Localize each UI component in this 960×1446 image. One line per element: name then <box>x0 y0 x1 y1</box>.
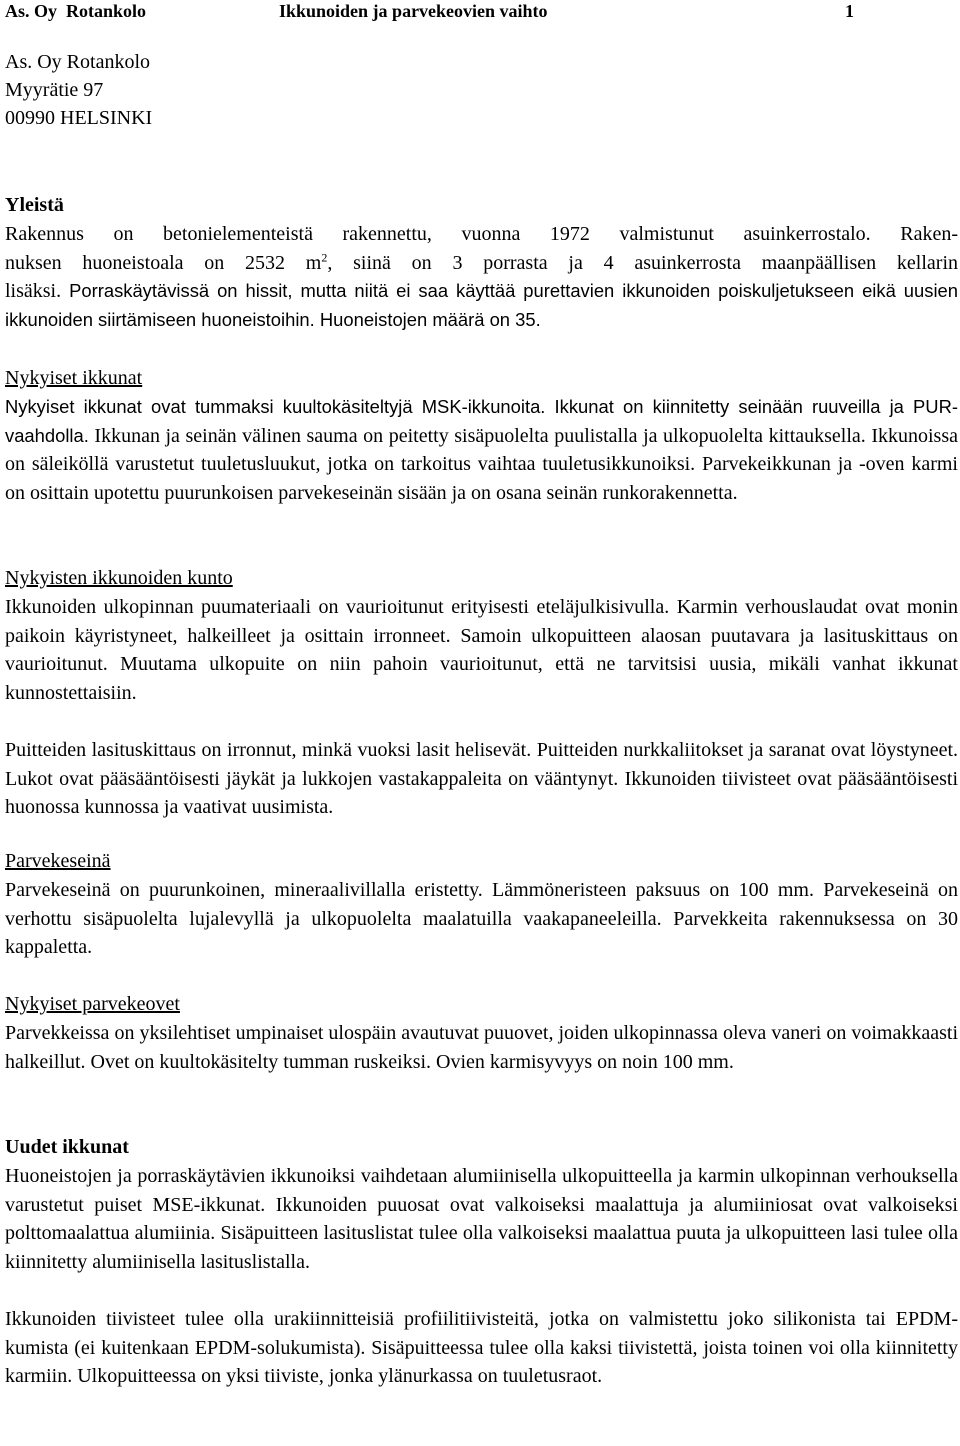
section-new-windows <box>5 1133 958 1391</box>
header-page-number: 1 <box>845 1 854 21</box>
text-span: nuksen huoneistoala on 2532 m <box>5 251 322 274</box>
address-line: As. Oy Rotankolo <box>5 51 150 73</box>
page-header <box>5 0 958 24</box>
text-span: Nykyiset ikkunat ovat tummaksi kuultokäsiteltyjä MSK-ikkunoita. Ikkunat on kiinnitetty seinään ruuveilla ja PUR-vaahdolla. <box>5 396 958 446</box>
paragraph: Ikkunoiden tiivisteet tulee olla urakiinnitteisiä profiilitiivisteitä, jotka on valmistettu joko silikonista tai EPDM-kumista (ei kuitenkaan EPDM-solukumista). Sisäpuitteessa tulee olla kaksi tiivistettä, joista toinen voi olla kiinnitetty karmiin. Ulkopuitteessa on yksi tiiviste, jonka ylänurkassa on tuuletusraot. <box>5 1307 958 1388</box>
paragraph: Puitteiden lasituskittaus on irronnut, minkä vuoksi lasit helisevät. Puitteiden nurkkaliitokset ja saranat ovat löystyneet. Lukot ovat pääsääntöisesti jäykät ja lukkojen vastakappaleita on vääntynyt. Ikkunoiden tiivisteet ovat pääsääntöisesti huonossa kunnossa ja vaativat uusimista. <box>5 738 958 819</box>
paragraph <box>5 393 958 508</box>
paragraph: Huoneistojen ja porraskäytävien ikkunoiksi vaihdetaan alumiinisella ulkopuitteella ja karmin ulkopinnan verhouksella varustetut puiset MSE-ikkunat. Ikkunoiden puuosat ovat valkoiseksi maalattuja ja alumiiniosat ovat valkoiseksi polttomaalattua alumiinia. Sisäpuitteen lasituslistat tulee olla valkoiseksi maalattua puuta ja ulkopuitteen lasi tulee olla kiinnitetty alumiinisella lasituslistalla. <box>5 1165 958 1274</box>
section-heading: Nykyiset parvekeovet <box>5 993 180 1015</box>
paragraph: Parvekkeissa on yksilehtiset umpinaiset ulospäin avautuvat puuovet, joiden ulkopinnassa oleva vaneri on voimakkaasti halkeillut. Ovet on kuultokäsitelty tumman ruskeiksi. Ovien karmisyvyys on noin 100 mm. <box>5 1022 958 1073</box>
header-company: As. Oy Rotankolo <box>5 1 147 21</box>
paragraph-line: Rakennus on betonielementeistä rakennettu, vuonna 1972 valmistunut asuinkerrostalo. Raken- <box>5 223 958 245</box>
text-span: Porraskäytävissä on hissit, mutta niitä ei saa käyttää purettavien ikkunoiden poiskuljetukseen eikä uusien ikkunoiden siirtämiseen huoneistoihin. Huoneistojen määrä on 35. <box>5 280 958 331</box>
address-line: 00990 HELSINKI <box>5 107 153 129</box>
paragraph: Ikkunoiden ulkopinnan puumateriaali on vaurioitunut erityisesti eteläjulkisivulla. Karmin verhouslaudat ovat monin paikoin käyristyneet, halkeilleet ja osittain irronneet. Samoin ulkopuitteen alaosan puutavara ja lasituskittaus on vaurioitunut. Muutama ulkopuite on niin pahoin vaurioitunut, että ne tarvitsisi uusia, mikäli vanhat ikkunat kunnostettaisiin. <box>5 596 958 705</box>
superscript: 2 <box>321 250 328 265</box>
section-heading: Nykyisten ikkunoiden kunto <box>5 567 233 589</box>
section-balcony-wall <box>5 847 958 962</box>
section-general <box>5 191 958 335</box>
text-span: , siinä on 3 porrasta ja 4 asuinkerrosta maanpäällisen kellarin <box>327 251 958 274</box>
section-heading: Uudet ikkunat <box>5 1136 129 1158</box>
section-heading: Parvekeseinä <box>5 850 111 872</box>
header-title: Ikkunoiden ja parvekeovien vaihto <box>279 1 548 21</box>
address-line: Myyrätie 97 <box>5 79 104 101</box>
section-heading: Yleistä <box>5 194 64 216</box>
section-condition <box>5 564 958 822</box>
text-span: lisäksi. <box>5 280 62 303</box>
paragraph-line <box>5 249 958 278</box>
section-heading: Nykyiset ikkunat <box>5 367 143 389</box>
paragraph <box>5 277 958 334</box>
paragraph: Parvekeseinä on puurunkoinen, mineraalivillalla eristetty. Lämmöneristeen paksuus on 100 mm. Parvekeseinä on verhottu sisäpuolelta lujalevyllä ja ulkopuolelta maalatuilla vaakapaneeleilla. Parvekkeita rakennuksessa on 30 kappaletta. <box>5 879 958 959</box>
address-block <box>5 48 152 132</box>
text-span: Ikkunan ja seinän välinen sauma on peitetty sisäpuolelta puulistalla ja ulkopuolelta kittauksella. Ikkunoissa on säleiköllä varustetut tuuletusluukut, jotka on tarkoitus vaihtaa tuuletusikkunoiksi. Parvekeikkunan ja -oven karmi on osittain upotettu puurunkoisen parvekeseinän sisään ja on osana seinän runkorakennetta. <box>5 424 958 505</box>
section-current-windows <box>5 364 958 508</box>
sans-paragraph <box>5 277 958 334</box>
section-balcony-doors <box>5 990 958 1076</box>
